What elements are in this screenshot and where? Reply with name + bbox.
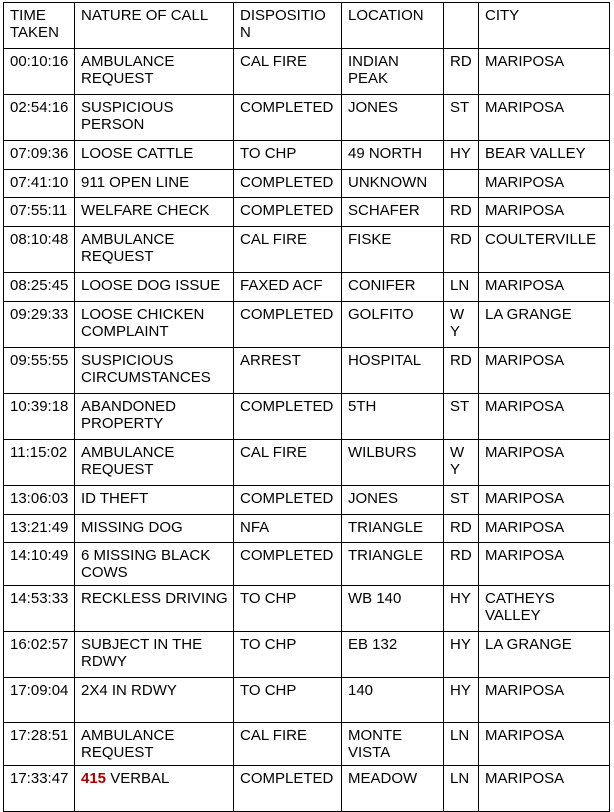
- cell-disposition: COMPLETED: [234, 95, 342, 141]
- cell-location: GOLFITO: [342, 302, 444, 348]
- cell-nature-of-call: 2X4 IN RDWY: [75, 678, 234, 723]
- cell-time-taken: 17:28:51: [4, 723, 75, 766]
- cell-location: 140: [342, 678, 444, 723]
- cell-street-suffix: RD: [444, 348, 479, 394]
- cell-time-taken: 00:10:16: [4, 49, 75, 95]
- table-row: [4, 632, 610, 678]
- cell-nature-of-call: 911 OPEN LINE: [75, 170, 234, 198]
- cell-time-taken: 16:02:57: [4, 632, 75, 678]
- call-log-table: [3, 2, 610, 812]
- cell-location: JONES: [342, 486, 444, 515]
- cell-disposition: COMPLETED: [234, 170, 342, 198]
- cell-disposition: CAL FIRE: [234, 49, 342, 95]
- table-row: [4, 766, 610, 812]
- cell-street-suffix: HY: [444, 632, 479, 678]
- cell-city: MARIPOSA: [479, 543, 610, 586]
- table-row: [4, 586, 610, 632]
- cell-disposition: FAXED ACF: [234, 273, 342, 302]
- cell-nature-of-call: AMBULANCE REQUEST: [75, 723, 234, 766]
- cell-street-suffix: LN: [444, 766, 479, 812]
- cell-nature-of-call: ID THEFT: [75, 486, 234, 515]
- call-log-body: [4, 3, 610, 812]
- cell-city: MARIPOSA: [479, 348, 610, 394]
- cell-time-taken: 07:55:11: [4, 198, 75, 227]
- cell-disposition: TO CHP: [234, 586, 342, 632]
- cell-location: JONES: [342, 95, 444, 141]
- header-time-taken: TIME TAKEN: [4, 3, 75, 49]
- cell-disposition: COMPLETED: [234, 543, 342, 586]
- table-row: [4, 302, 610, 348]
- cell-location: WB 140: [342, 586, 444, 632]
- cell-street-suffix: LN: [444, 723, 479, 766]
- cell-time-taken: 17:33:47: [4, 766, 75, 812]
- cell-time-taken: 07:41:10: [4, 170, 75, 198]
- cell-location: FISKE: [342, 227, 444, 273]
- cell-time-taken: 13:21:49: [4, 515, 75, 543]
- cell-nature-of-call: LOOSE CHICKEN COMPLAINT: [75, 302, 234, 348]
- cell-location: CONIFER: [342, 273, 444, 302]
- table-row: [4, 515, 610, 543]
- cell-street-suffix: RD: [444, 198, 479, 227]
- cell-time-taken: 08:25:45: [4, 273, 75, 302]
- table-row: [4, 723, 610, 766]
- cell-city: MARIPOSA: [479, 440, 610, 486]
- cell-street-suffix: ST: [444, 95, 479, 141]
- cell-disposition: COMPLETED: [234, 486, 342, 515]
- cell-street-suffix: ST: [444, 486, 479, 515]
- header-location: LOCATION: [342, 3, 444, 49]
- cell-nature-of-call: ABANDONED PROPERTY: [75, 394, 234, 440]
- cell-nature-of-call: SUSPICIOUS PERSON: [75, 95, 234, 141]
- cell-location: SCHAFER: [342, 198, 444, 227]
- cell-location: HOSPITAL: [342, 348, 444, 394]
- cell-time-taken: 17:09:04: [4, 678, 75, 723]
- cell-street-suffix: WY: [444, 302, 479, 348]
- cell-street-suffix: RD: [444, 515, 479, 543]
- cell-location: 5TH: [342, 394, 444, 440]
- cell-time-taken: 11:15:02: [4, 440, 75, 486]
- cell-city: MARIPOSA: [479, 95, 610, 141]
- cell-nature-of-call: AMBULANCE REQUEST: [75, 49, 234, 95]
- cell-nature-of-call: LOOSE DOG ISSUE: [75, 273, 234, 302]
- cell-city: MARIPOSA: [479, 394, 610, 440]
- table-row: [4, 227, 610, 273]
- cell-location: UNKNOWN: [342, 170, 444, 198]
- cell-time-taken: 14:53:33: [4, 586, 75, 632]
- cell-time-taken: 14:10:49: [4, 543, 75, 586]
- cell-street-suffix: WY: [444, 440, 479, 486]
- cell-disposition: COMPLETED: [234, 302, 342, 348]
- cell-city: MARIPOSA: [479, 198, 610, 227]
- table-row: [4, 440, 610, 486]
- header-nature-of-call: NATURE OF CALL: [75, 3, 234, 49]
- header-disposition: DISPOSITION: [234, 3, 342, 49]
- table-row: [4, 198, 610, 227]
- cell-nature-of-call: 6 MISSING BLACK COWS: [75, 543, 234, 586]
- table-row: [4, 141, 610, 170]
- cell-street-suffix: HY: [444, 141, 479, 170]
- cell-city: LA GRANGE: [479, 302, 610, 348]
- cell-time-taken: 13:06:03: [4, 486, 75, 515]
- cell-time-taken: 09:55:55: [4, 348, 75, 394]
- cell-disposition: COMPLETED: [234, 766, 342, 812]
- cell-disposition: COMPLETED: [234, 394, 342, 440]
- cell-city: MARIPOSA: [479, 723, 610, 766]
- cell-disposition: COMPLETED: [234, 198, 342, 227]
- table-row: [4, 49, 610, 95]
- cell-disposition: CAL FIRE: [234, 440, 342, 486]
- cell-location: 49 NORTH: [342, 141, 444, 170]
- cell-city: COULTERVILLE: [479, 227, 610, 273]
- cell-disposition: ARREST: [234, 348, 342, 394]
- cell-time-taken: 08:10:48: [4, 227, 75, 273]
- cell-street-suffix: RD: [444, 543, 479, 586]
- header-street-suffix: [444, 3, 479, 49]
- cell-nature-of-call: SUBJECT IN THE RDWY: [75, 632, 234, 678]
- cell-location: TRIANGLE: [342, 543, 444, 586]
- cell-city: LA GRANGE: [479, 632, 610, 678]
- cell-city: MARIPOSA: [479, 170, 610, 198]
- table-row: [4, 170, 610, 198]
- table-row: [4, 273, 610, 302]
- cell-location: WILBURS: [342, 440, 444, 486]
- table-row: [4, 348, 610, 394]
- cell-time-taken: 10:39:18: [4, 394, 75, 440]
- cell-nature-of-call: SUSPICIOUS CIRCUMSTANCES: [75, 348, 234, 394]
- cell-street-suffix: HY: [444, 678, 479, 723]
- cell-disposition: TO CHP: [234, 678, 342, 723]
- header-city: CITY: [479, 3, 610, 49]
- table-row: [4, 95, 610, 141]
- cell-location: EB 132: [342, 632, 444, 678]
- cell-nature-of-call: MISSING DOG: [75, 515, 234, 543]
- cell-street-suffix: RD: [444, 49, 479, 95]
- cell-street-suffix: HY: [444, 586, 479, 632]
- highlighted-code: 415: [81, 770, 107, 787]
- cell-location: TRIANGLE: [342, 515, 444, 543]
- cell-nature-of-call: AMBULANCE REQUEST: [75, 227, 234, 273]
- cell-disposition: NFA: [234, 515, 342, 543]
- cell-nature-of-call: AMBULANCE REQUEST: [75, 440, 234, 486]
- cell-street-suffix: [444, 170, 479, 198]
- cell-street-suffix: RD: [444, 227, 479, 273]
- cell-location: INDIAN PEAK: [342, 49, 444, 95]
- table-header-row: [4, 3, 610, 49]
- cell-street-suffix: ST: [444, 394, 479, 440]
- table-row: [4, 678, 610, 723]
- table-row: [4, 486, 610, 515]
- cell-location: MEADOW: [342, 766, 444, 812]
- cell-location: MONTE VISTA: [342, 723, 444, 766]
- cell-disposition: CAL FIRE: [234, 227, 342, 273]
- cell-time-taken: 02:54:16: [4, 95, 75, 141]
- cell-city: MARIPOSA: [479, 515, 610, 543]
- cell-city: MARIPOSA: [479, 49, 610, 95]
- cell-city: CATHEYS VALLEY: [479, 586, 610, 632]
- cell-nature-of-call: 415 VERBAL: [75, 766, 234, 812]
- table-row: [4, 394, 610, 440]
- cell-nature-of-call: RECKLESS DRIVING: [75, 586, 234, 632]
- cell-time-taken: 09:29:33: [4, 302, 75, 348]
- cell-nature-of-call: LOOSE CATTLE: [75, 141, 234, 170]
- cell-disposition: TO CHP: [234, 632, 342, 678]
- table-row: [4, 543, 610, 586]
- cell-city: MARIPOSA: [479, 766, 610, 812]
- cell-city: MARIPOSA: [479, 273, 610, 302]
- cell-city: BEAR VALLEY: [479, 141, 610, 170]
- cell-disposition: CAL FIRE: [234, 723, 342, 766]
- cell-nature-of-call: WELFARE CHECK: [75, 198, 234, 227]
- cell-disposition: TO CHP: [234, 141, 342, 170]
- cell-city: MARIPOSA: [479, 678, 610, 723]
- cell-time-taken: 07:09:36: [4, 141, 75, 170]
- cell-city: MARIPOSA: [479, 486, 610, 515]
- cell-street-suffix: LN: [444, 273, 479, 302]
